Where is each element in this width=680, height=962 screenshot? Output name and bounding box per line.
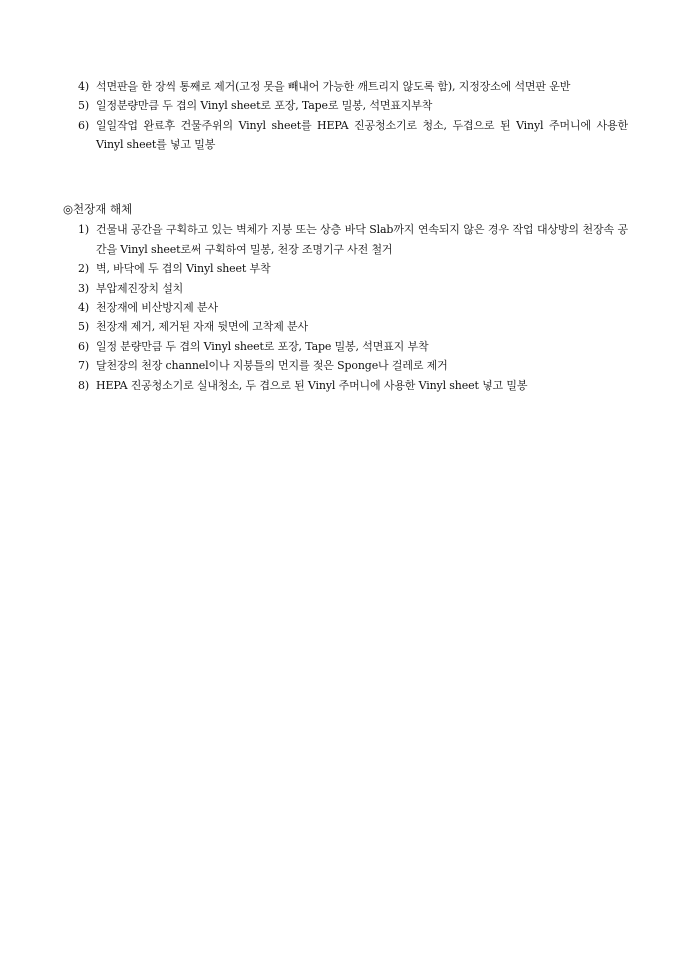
section-heading: ◎천장재 해체 <box>63 202 133 216</box>
item-number: 6) <box>78 339 89 353</box>
item-text: 일정 분량만큼 두 겹의 Vinyl sheet로 포장, Tape 밀봉, 석면표지 부착 <box>96 339 429 353</box>
list-item <box>63 317 628 336</box>
item-number: 8) <box>78 378 89 392</box>
item-number: 4) <box>78 80 89 93</box>
item-text: 달천장의 천장 channel이나 지붕틀의 먼지를 젖은 Sponge나 걸레로 제거 <box>96 359 448 373</box>
item-text: 벽, 바닥에 두 겹의 Vinyl sheet 부착 <box>96 262 271 276</box>
item-text: HEPA 진공청소기로 실내청소, 두 겹으로 된 Vinyl 주머니에 사용한 Vinyl sheet 넣고 밀봉 <box>96 378 528 392</box>
item-number: 3) <box>78 281 89 295</box>
ceiling-dismantling-section <box>63 200 628 395</box>
item-text: 천장재 제거, 제거된 자재 뒷면에 고착제 분사 <box>96 320 308 334</box>
item-text: 천장재에 비산방지제 분사 <box>96 301 218 315</box>
list-item <box>63 116 628 155</box>
list-item <box>63 376 628 395</box>
item-text: 부압제진장치 설치 <box>96 281 184 295</box>
list-item <box>63 96 628 115</box>
list-item <box>63 337 628 356</box>
item-number: 1) <box>78 223 89 237</box>
list-item <box>63 298 628 317</box>
item-text: 일정분량만큼 두 겹의 Vinyl sheet로 포장, Tape로 밀봉, 석면표지부착 <box>96 99 433 113</box>
list-item <box>63 77 628 96</box>
list-item <box>63 356 628 375</box>
asbestos-board-removal-steps <box>63 77 628 155</box>
item-text: 석면판을 한 장씩 통째로 제거(고정 못을 빼내어 가능한 깨트리지 않도록 함), 지정장소에 석면판 운반 <box>96 80 571 93</box>
item-number: 6) <box>78 118 89 132</box>
list-item <box>63 279 628 298</box>
list-item <box>63 259 628 278</box>
item-text: 건물내 공간을 구획하고 있는 벽체가 지붕 또는 상층 바닥 Slab까지 연속되지 않은 경우 작업 대상방의 천장속 공간을 Vinyl sheet로써 구획하여 밀봉, 천장 조명기구 사전 철거 <box>96 223 628 256</box>
item-number: 5) <box>78 99 89 113</box>
list-item <box>63 220 628 259</box>
item-number: 5) <box>78 320 89 334</box>
item-number: 4) <box>78 301 89 315</box>
item-text: 일일작업 완료후 건물주위의 Vinyl sheet를 HEPA 진공청소기로 청소, 두겹으로 된 Vinyl 주머니에 사용한 Vinyl sheet를 넣고 밀봉 <box>96 118 628 152</box>
item-number: 2) <box>78 262 89 276</box>
item-number: 7) <box>78 359 89 373</box>
